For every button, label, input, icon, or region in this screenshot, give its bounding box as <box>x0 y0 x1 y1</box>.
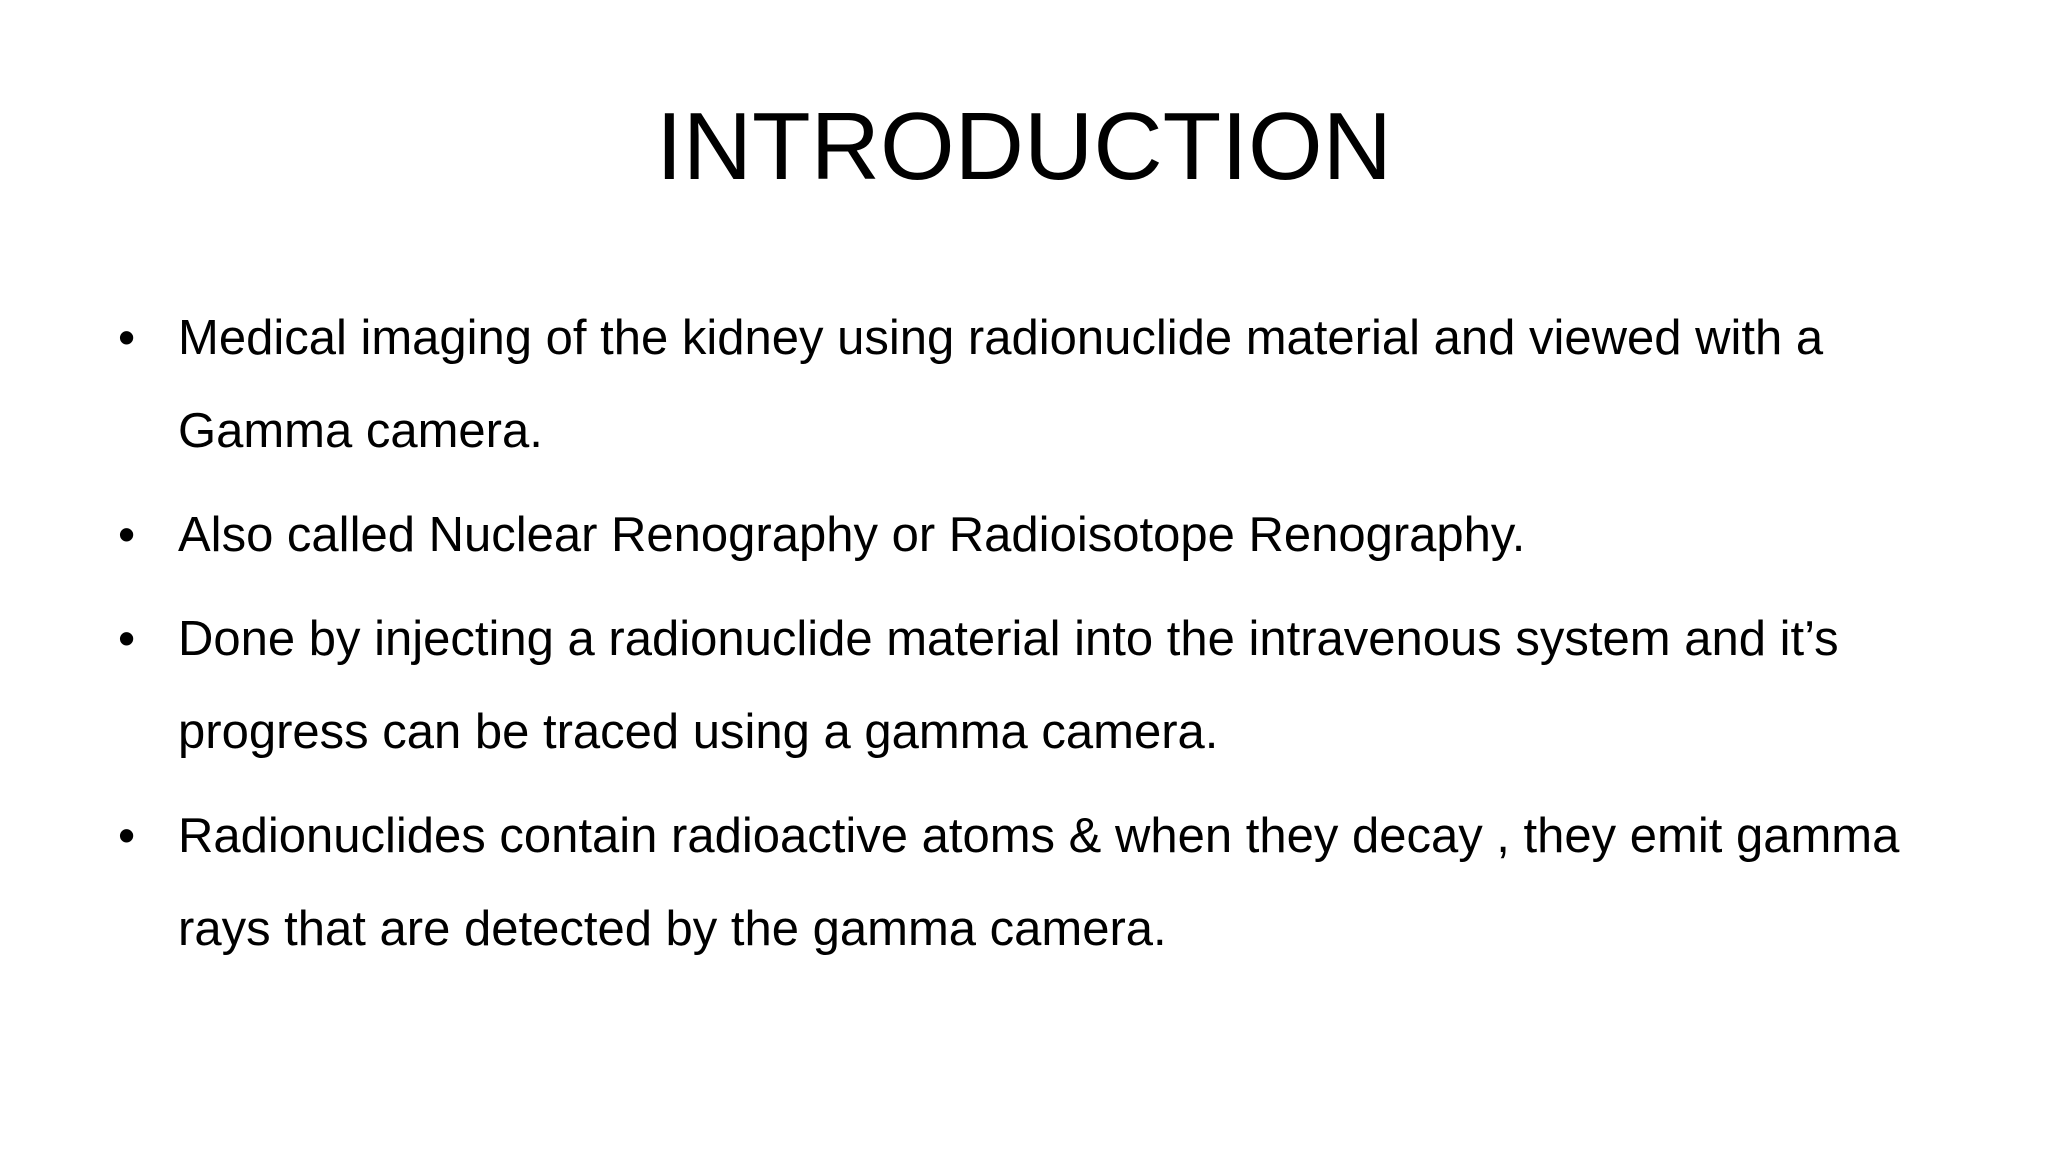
bullet-item-2 <box>118 489 1958 582</box>
slide-title: INTRODUCTION <box>656 93 1392 200</box>
bullet-text: Medical imaging of the kidney using radionuclide material and viewed with a Gamma camera. <box>178 311 1824 458</box>
bullet-text: Done by injecting a radionuclide material into the intravenous system and it’s progress can be traced using a gamma camera. <box>178 612 1839 759</box>
bullet-text: Also called Nuclear Renography or Radioisotope Renography. <box>178 508 1526 562</box>
bullet-icon: • <box>118 311 136 365</box>
bullet-icon: • <box>118 809 136 863</box>
bullet-item-1 <box>118 292 1958 478</box>
bullet-icon: • <box>118 508 136 562</box>
bullet-text: Radionuclides contain radioactive atoms & when they decay , they emit gamma rays that are detected by the gamma camera. <box>178 809 1900 956</box>
bullet-item-3 <box>118 593 1958 779</box>
bullet-icon: • <box>118 612 136 666</box>
bullet-item-4 <box>118 790 1958 976</box>
bullet-list <box>118 292 1958 987</box>
